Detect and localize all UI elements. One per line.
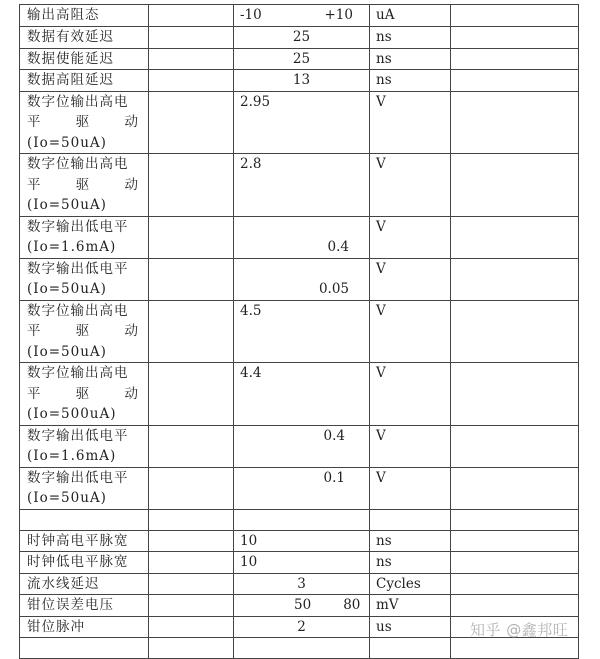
unit-cell: V	[370, 154, 451, 217]
typ-value: 2	[297, 618, 306, 635]
table-row	[20, 300, 579, 363]
value-cell	[234, 5, 370, 27]
condition-cell	[149, 154, 234, 217]
note-cell	[451, 425, 579, 467]
condition-cell	[149, 530, 234, 552]
parameter-name-line: (Io=1.6mA)	[27, 239, 117, 255]
parameter-cell	[20, 216, 149, 258]
min-value: 10	[240, 554, 258, 570]
parameter-name-line: 平 驱 动	[27, 114, 139, 130]
parameter-name-line: 数字输出低电平	[27, 218, 129, 235]
value-cell	[234, 91, 370, 154]
value-cell	[234, 258, 370, 300]
value-cell	[234, 363, 370, 426]
table-row	[20, 48, 579, 70]
parameter-cell	[20, 595, 149, 617]
parameter-cell	[20, 258, 149, 300]
note-cell	[451, 48, 579, 70]
parameter-cell	[20, 70, 149, 92]
parameter-cell	[20, 27, 149, 49]
table-row	[20, 363, 579, 426]
parameter-name-line: 数字位输出高电	[27, 365, 129, 381]
unit-cell: ns	[370, 552, 451, 574]
condition-cell	[149, 48, 234, 70]
note-cell	[451, 467, 579, 509]
parameter-cell	[20, 300, 149, 363]
parameter-name-line: 数据有效延迟	[27, 29, 114, 45]
table-row	[20, 154, 579, 217]
table-row	[20, 216, 579, 258]
typ-value: 3	[297, 575, 306, 592]
note-cell	[451, 509, 579, 530]
min-value: 2.8	[240, 156, 262, 172]
unit-cell: uA	[370, 5, 451, 27]
unit-cell: V	[370, 216, 451, 258]
note-cell	[451, 530, 579, 552]
unit-cell: V	[370, 363, 451, 426]
parameter-name-line: (Io=1.6mA)	[27, 448, 117, 464]
note-cell	[451, 70, 579, 92]
parameter-name-line: 时钟高电平脉宽	[27, 532, 129, 549]
parameter-name-line: 平 驱 动	[27, 385, 139, 402]
table-row	[20, 91, 579, 154]
unit-cell: ns	[370, 530, 451, 552]
max-value: 0.4	[323, 427, 345, 444]
parameter-name-line: 流水线延迟	[27, 575, 100, 592]
parameter-cell	[20, 467, 149, 509]
table-row	[20, 467, 579, 509]
spec-table-body	[20, 5, 579, 659]
value-cell	[234, 638, 370, 659]
parameter-name-line: (Io=500uA)	[27, 406, 117, 422]
condition-cell	[149, 70, 234, 92]
condition-cell	[149, 5, 234, 27]
parameter-cell	[20, 552, 149, 574]
parameter-cell	[20, 638, 149, 659]
condition-cell	[149, 91, 234, 154]
min-value: 4.5	[240, 302, 262, 319]
value-cell	[234, 48, 370, 70]
parameter-name-line: (Io=50uA)	[27, 281, 107, 297]
table-row	[20, 552, 579, 574]
parameter-name-line: (Io=50uA)	[27, 490, 107, 506]
value-cell	[234, 425, 370, 467]
value-cell	[234, 573, 370, 595]
condition-cell	[149, 467, 234, 509]
parameter-name-line: 数字位输出高电	[27, 156, 129, 172]
min-value: 2.95	[240, 93, 271, 110]
value-cell	[234, 27, 370, 49]
table-row	[20, 70, 579, 92]
note-cell	[451, 154, 579, 217]
unit-cell	[370, 638, 451, 659]
parameter-name-line: 数字输出低电平	[27, 427, 129, 444]
value-cell	[234, 509, 370, 530]
table-row	[20, 27, 579, 49]
note-cell	[451, 5, 579, 27]
unit-cell	[370, 509, 451, 530]
table-row	[20, 509, 579, 530]
value-cell	[234, 70, 370, 92]
parameter-name-line: 钳位脉冲	[27, 618, 85, 635]
min-value: -10	[240, 7, 262, 23]
unit-cell: ns	[370, 48, 451, 70]
unit-cell: V	[370, 425, 451, 467]
table-row	[20, 595, 579, 617]
note-cell	[451, 363, 579, 426]
parameter-name-line: 时钟低电平脉宽	[27, 554, 129, 570]
parameter-name-line: 数字位输出高电	[27, 93, 129, 110]
typ-value: 25	[292, 50, 311, 67]
condition-cell	[149, 573, 234, 595]
parameter-name-line: 数字位输出高电	[27, 302, 129, 319]
condition-cell	[149, 258, 234, 300]
parameter-cell	[20, 363, 149, 426]
condition-cell	[149, 216, 234, 258]
parameter-cell	[20, 5, 149, 27]
note-cell	[451, 573, 579, 595]
unit-cell: ns	[370, 27, 451, 49]
typ-value: 13	[292, 72, 311, 88]
unit-cell: V	[370, 467, 451, 509]
note-cell	[451, 552, 579, 574]
table-row	[20, 573, 579, 595]
max-value: 80	[343, 597, 361, 613]
note-cell	[451, 595, 579, 617]
unit-cell: mV	[370, 595, 451, 617]
unit-cell: V	[370, 258, 451, 300]
parameter-cell	[20, 91, 149, 154]
note-cell	[451, 258, 579, 300]
value-cell	[234, 530, 370, 552]
value-cell	[234, 552, 370, 574]
parameter-cell	[20, 616, 149, 638]
parameter-name-line: 平 驱 动	[27, 176, 139, 193]
table-row	[20, 425, 579, 467]
parameter-cell	[20, 573, 149, 595]
parameter-name-line: 平 驱 动	[27, 323, 139, 339]
max-value: 0.1	[323, 469, 345, 486]
unit-cell: Cycles	[370, 573, 451, 595]
condition-cell	[149, 595, 234, 617]
parameter-name-line: (Io=50uA)	[27, 343, 107, 360]
value-cell	[234, 300, 370, 363]
watermark: 知乎 @鑫邦旺	[470, 621, 569, 639]
parameter-name-line: 钳位误差电压	[27, 597, 114, 613]
value-cell	[234, 595, 370, 617]
typ-value: 50	[294, 597, 312, 613]
value-cell	[234, 216, 370, 258]
parameter-cell	[20, 425, 149, 467]
note-cell	[451, 27, 579, 49]
parameter-cell	[20, 154, 149, 217]
max-value: 0.05	[318, 281, 349, 297]
parameter-name-line: 数据使能延迟	[27, 50, 114, 67]
note-cell	[451, 300, 579, 363]
condition-cell	[149, 300, 234, 363]
condition-cell	[149, 27, 234, 49]
parameter-name-line: 数字输出低电平	[27, 469, 129, 486]
condition-cell	[149, 363, 234, 426]
parameter-name-line: 输出高阻态	[27, 7, 100, 23]
unit-cell: ns	[370, 70, 451, 92]
max-value: +10	[324, 7, 353, 23]
parameter-cell	[20, 48, 149, 70]
unit-cell: us	[370, 616, 451, 638]
parameter-name-line: 数字输出低电平	[27, 260, 129, 277]
spec-table	[19, 4, 579, 659]
parameter-name-line: (Io=50uA)	[27, 197, 107, 213]
note-cell	[451, 91, 579, 154]
unit-cell: V	[370, 91, 451, 154]
value-cell	[234, 616, 370, 638]
parameter-name-line: 数据高阻延迟	[27, 72, 114, 88]
note-cell	[451, 638, 579, 659]
unit-cell: V	[370, 300, 451, 363]
table-row	[20, 530, 579, 552]
min-value: 10	[240, 532, 258, 549]
condition-cell	[149, 552, 234, 574]
note-cell	[451, 216, 579, 258]
min-value: 4.4	[240, 365, 262, 381]
table-row	[20, 638, 579, 659]
table-row	[20, 5, 579, 27]
condition-cell	[149, 616, 234, 638]
parameter-name-line: (Io=50uA)	[27, 134, 107, 151]
value-cell	[234, 467, 370, 509]
max-value: 0.4	[327, 239, 349, 255]
parameter-cell	[20, 509, 149, 530]
parameter-cell	[20, 530, 149, 552]
condition-cell	[149, 638, 234, 659]
table-row	[20, 258, 579, 300]
condition-cell	[149, 509, 234, 530]
value-cell	[234, 154, 370, 217]
typ-value: 25	[292, 29, 311, 45]
condition-cell	[149, 425, 234, 467]
